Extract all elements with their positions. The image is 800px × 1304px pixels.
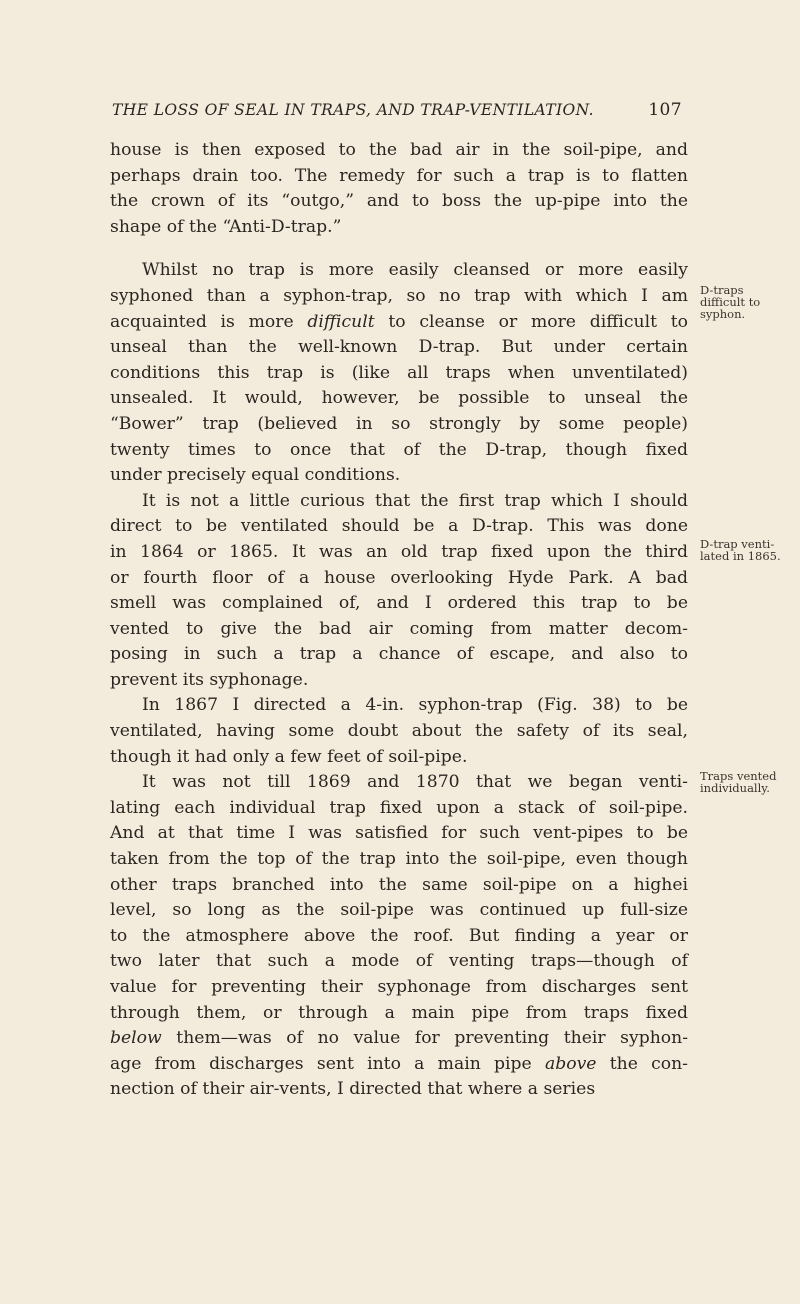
paragraph <box>110 489 688 694</box>
margin-note-line: Traps vented <box>700 769 777 783</box>
paragraph <box>110 693 688 770</box>
text-line: perhaps drain too. The remedy for such a trap is to flatten <box>110 165 688 186</box>
text-line: taken from the top of the trap into the soil-pipe, even though <box>110 849 688 870</box>
text-line: posing in such a trap a chance of escape, and also to <box>110 644 688 665</box>
running-head <box>112 101 682 119</box>
text-line: shape of the “Anti-D-trap.” <box>110 216 342 237</box>
margin-note-line: D-traps <box>700 283 744 297</box>
text-line: It is not a little curious that the first trap which I should <box>142 490 688 511</box>
paragraph <box>110 770 688 1103</box>
text-line: vented to give the bad air coming from matter decom- <box>110 618 688 639</box>
text-line: the crown of its “outgo,” and to boss the up-pipe into the <box>110 191 688 212</box>
text-line: to the atmosphere above the roof. But finding a year or <box>110 925 688 946</box>
margin-note-line: difficult to <box>700 295 761 309</box>
text-line: below them—was of no value for preventing their syphon- <box>110 1028 688 1049</box>
paragraph <box>110 138 688 240</box>
text-line: under precisely equal conditions. <box>110 465 401 486</box>
text-line: ventilated, having some doubt about the safety of its seal, <box>110 721 688 742</box>
margin-note-line: D-trap venti- <box>700 537 775 551</box>
emphasis: difficult <box>307 311 375 332</box>
text-line: other traps branched into the same soil-pipe on a highei <box>110 874 688 895</box>
text-line: nection of their air-vents, I directed that where a series <box>110 1079 596 1100</box>
text-line: And at that time I was satisfied for such vent-pipes to be <box>110 823 688 844</box>
text-line: unsealed. It would, however, be possible to unseal the <box>110 388 688 409</box>
text-line: through them, or through a main pipe from traps fixed <box>110 1002 688 1023</box>
text-line: twenty times to once that of the D-trap, though fixed <box>110 439 688 460</box>
margin-note <box>700 770 792 794</box>
emphasis: below <box>110 1028 162 1049</box>
text-line: Whilst no trap is more easily cleansed or more easily <box>142 260 688 281</box>
text-line: value for preventing their syphonage from discharges sent <box>110 977 688 997</box>
text-line: It was not till 1869 and 1870 that we began venti- <box>142 772 688 793</box>
body-text <box>110 138 688 1103</box>
running-head-title: THE LOSS OF SEAL IN TRAPS, AND TRAP-VENTILATION. <box>112 101 594 119</box>
text-line: house is then exposed to the bad air in the soil-pipe, and <box>110 140 688 160</box>
margin-note-line: lated in 1865. <box>700 549 781 563</box>
margin-note <box>700 538 792 562</box>
text-line: syphoned than a syphon-trap, so no trap with which I am <box>110 285 688 306</box>
text-line: two later that such a mode of venting traps—though of <box>110 951 688 972</box>
text-line: or fourth floor of a house overlooking Hyde Park. A bad <box>110 567 688 588</box>
text-line: “Bower” trap (believed in so strongly by some people) <box>110 413 688 434</box>
text-line: lating each individual trap fixed upon a stack of soil-pipe. <box>110 797 688 818</box>
text-line: conditions this trap is (like all traps when unventilated) <box>110 362 688 383</box>
text-line: direct to be ventilated should be a D-trap. This was done <box>110 516 688 537</box>
text-line: In 1867 I directed a 4-in. syphon-trap (Fig. 38) to be <box>142 695 688 716</box>
text-line: in 1864 or 1865. It was an old trap fixed upon the third <box>110 541 688 562</box>
text-line: smell was complained of, and I ordered this trap to be <box>110 593 688 614</box>
emphasis: above <box>544 1053 597 1074</box>
margin-note <box>700 284 792 320</box>
text-line: prevent its syphonage. <box>110 669 309 690</box>
margin-note-line: individually. <box>700 781 770 795</box>
text-line: unseal than the well-known D-trap. But under certain <box>110 337 688 358</box>
text-line: though it had only a few feet of soil-pipe. <box>110 746 468 767</box>
text-line: level, so long as the soil-pipe was continued up full-size <box>110 900 688 921</box>
margin-note-line: syphon. <box>700 307 746 321</box>
text-line: acquainted is more difficult to cleanse or more difficult to <box>110 311 688 332</box>
page-number: 107 <box>648 100 682 120</box>
paragraph <box>110 258 688 488</box>
text-line: age from discharges sent into a main pipe above the con- <box>110 1053 688 1074</box>
